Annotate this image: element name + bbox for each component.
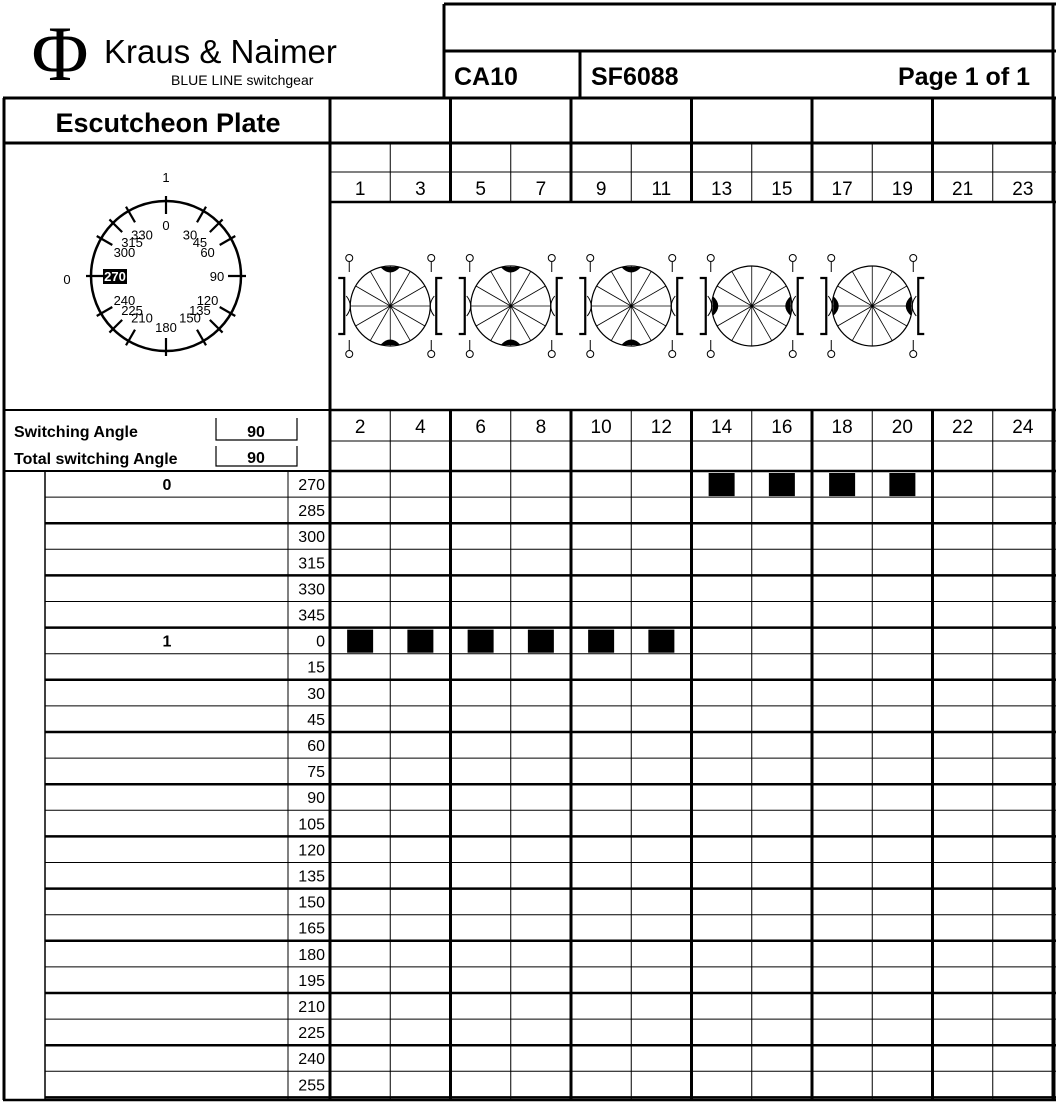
position-label: 1: [162, 633, 172, 651]
row-angle: 60: [307, 738, 325, 755]
cam-arc: [346, 296, 350, 316]
row-angle: 180: [298, 946, 325, 964]
switching-angle-info: [14, 418, 297, 468]
terminal-number-top: 1: [354, 179, 366, 200]
row-angle: 150: [298, 894, 325, 912]
contact-cam: [338, 255, 442, 358]
contact-closed-mark: [709, 473, 735, 496]
logo-icon: Φ: [31, 10, 89, 97]
contact-closed-mark: [648, 630, 674, 653]
dial-angle-label: 210: [131, 310, 153, 326]
cam-terminal: [669, 255, 676, 262]
contact-cam: [459, 255, 563, 358]
contact-closed-mark: [769, 473, 795, 496]
row-angle: 90: [307, 790, 325, 808]
terminal-number-top: 17: [831, 179, 853, 200]
dial-angle-label: 30: [182, 227, 198, 243]
row-angle: 300: [298, 529, 325, 547]
drawing-number: SF6088: [591, 63, 679, 91]
dial-top-label: 1: [162, 170, 170, 185]
dial-angle-label: 135: [189, 302, 211, 318]
cam-bracket: [459, 278, 465, 334]
cam-terminal: [587, 351, 594, 358]
cam-bracket: [579, 278, 585, 334]
contact-closed-mark: [889, 473, 915, 496]
dial-angle-label: 315: [121, 235, 143, 251]
terminal-number-top: 3: [415, 179, 426, 200]
cam-terminal: [789, 351, 796, 358]
terminal-number-bottom: 16: [771, 417, 793, 438]
cam-terminal: [466, 255, 473, 262]
total-angle-value: 90: [247, 450, 265, 467]
dial-left-label: 0: [63, 272, 71, 287]
cam-terminal: [548, 351, 555, 358]
terminal-number-top: 7: [535, 179, 547, 200]
terminal-number-top: 11: [651, 179, 672, 200]
terminal-number-bottom: 24: [1012, 417, 1034, 438]
switching-grid: [3, 98, 1056, 1100]
switching-angle-value: 90: [247, 424, 265, 441]
dial-angle-label: 300: [113, 245, 136, 260]
cam-terminal: [466, 351, 473, 358]
cam-bracket: [557, 278, 563, 334]
row-angle: 165: [298, 920, 325, 938]
contact-diagrams: [338, 255, 924, 358]
contact-closed-mark: [407, 630, 433, 653]
terminal-number-bottom: 14: [711, 417, 733, 438]
brand-name: Kraus & Naimer: [104, 33, 337, 70]
cam-terminal: [707, 255, 714, 262]
cam-bracket: [798, 278, 804, 334]
terminal-number-top: 21: [952, 179, 974, 200]
dial-angle-label: 180: [155, 320, 177, 335]
cam-terminal: [910, 351, 917, 358]
contact-cam: [700, 255, 804, 358]
row-angle: 15: [307, 659, 325, 677]
dial-angle-label: 150: [179, 310, 201, 326]
cam-bracket: [338, 278, 344, 334]
cam-terminal: [707, 351, 714, 358]
dial-angle-label: 330: [131, 227, 153, 243]
dial-angle-label: 60: [200, 245, 215, 260]
terminal-number-bottom: 2: [354, 417, 366, 438]
cam-terminal: [428, 255, 435, 262]
cam-terminal: [428, 351, 435, 358]
terminal-number-top: 5: [475, 179, 486, 200]
dial-angle-label: 0: [162, 218, 170, 233]
cam-terminal: [828, 351, 835, 358]
dial-angle-label: 270: [104, 269, 126, 284]
row-angle: 240: [298, 1051, 325, 1069]
brand-subtitle: BLUE LINE switchgear: [171, 72, 314, 88]
row-angle: 225: [298, 1025, 325, 1043]
row-angle: 315: [298, 555, 325, 573]
dial-angle-label: 45: [192, 235, 208, 251]
cam-arc: [430, 296, 434, 316]
row-angle: 270: [298, 477, 325, 494]
row-angle: 330: [298, 581, 325, 599]
terminal-number-top: 13: [711, 179, 733, 200]
row-angle: 75: [307, 764, 325, 782]
page-indicator: Page 1 of 1: [898, 63, 1030, 91]
row-angle: 0: [316, 633, 325, 651]
cam-terminal: [789, 255, 796, 262]
terminal-number-bottom: 22: [952, 417, 974, 438]
row-angle: 195: [298, 972, 325, 990]
row-angle: 135: [298, 868, 325, 886]
row-angle: 105: [298, 816, 325, 834]
terminal-number-top: 19: [891, 179, 913, 200]
terminal-number-bottom: 10: [590, 417, 612, 438]
escutcheon-dial: [63, 170, 246, 356]
row-angle: 210: [298, 999, 325, 1016]
terminal-number-bottom: 4: [415, 417, 426, 438]
cam-terminal: [669, 351, 676, 358]
dial-angle-label: 90: [209, 269, 225, 284]
left-panel-frame: [3, 98, 330, 1100]
contact-closed-mark: [468, 630, 494, 653]
terminal-number-bottom: 18: [831, 417, 853, 438]
cam-terminal: [910, 255, 917, 262]
total-angle-label: Total switching Angle: [14, 451, 178, 468]
contact-closed-mark: [829, 473, 855, 496]
contact-closed-mark: [528, 630, 554, 653]
terminal-number-top: 23: [1012, 179, 1034, 200]
terminal-number-top: 15: [771, 179, 793, 200]
contact-cam: [820, 255, 924, 358]
cam-terminal: [346, 351, 353, 358]
cam-bracket: [436, 278, 442, 334]
contact-closed-mark: [588, 630, 614, 653]
row-angle: 285: [298, 503, 325, 521]
dial-angle-label: 225: [121, 302, 143, 318]
cam-bracket: [677, 278, 683, 334]
model-number: CA10: [454, 63, 518, 91]
cam-terminal: [828, 255, 835, 262]
brand-logo: [31, 10, 336, 97]
terminal-number-top: 9: [595, 179, 607, 200]
switching-angle-label: Switching Angle: [14, 424, 138, 441]
cam-bracket: [700, 278, 706, 334]
dial-angle-label: 240: [113, 293, 136, 308]
row-angle: 45: [307, 711, 325, 729]
cam-terminal: [346, 255, 353, 262]
cam-bracket: [820, 278, 826, 334]
cam-terminal: [548, 255, 555, 262]
position-label: 0: [162, 477, 172, 494]
terminal-number-bottom: 6: [475, 417, 486, 438]
cam-terminal: [587, 255, 594, 262]
contact-cam: [579, 255, 683, 358]
dial-angle-label: 120: [196, 293, 219, 308]
cam-arc: [467, 296, 471, 316]
terminal-number-bottom: 12: [650, 417, 672, 438]
contact-closed-mark: [347, 630, 373, 653]
row-angle: 120: [298, 842, 325, 860]
position-rows: [45, 473, 1056, 1097]
terminal-number-bottom: 8: [535, 417, 547, 438]
row-angle: 345: [298, 607, 325, 625]
section-title: Escutcheon Plate: [55, 108, 281, 138]
cam-bracket: [918, 278, 924, 334]
terminal-number-bottom: 20: [891, 417, 913, 438]
row-angle: 30: [307, 685, 325, 703]
row-angle: 255: [298, 1077, 325, 1095]
